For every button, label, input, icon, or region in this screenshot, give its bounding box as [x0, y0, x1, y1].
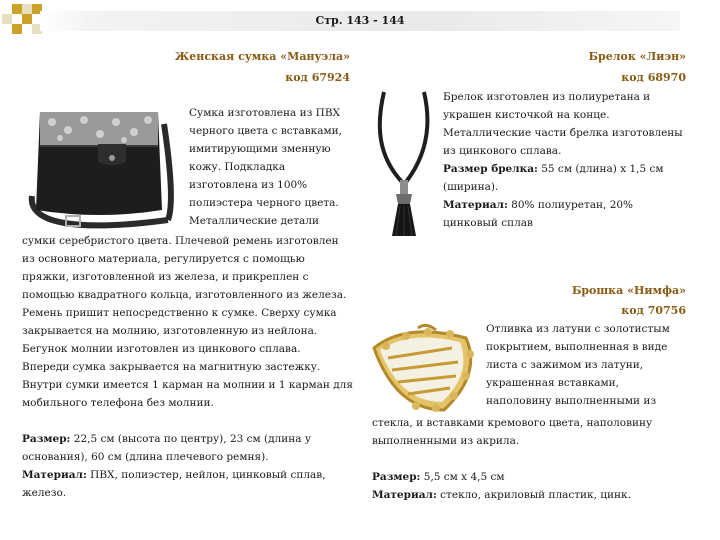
bag-description-right	[189, 104, 342, 230]
keychain-description	[443, 88, 683, 232]
material-label: Материал:	[22, 469, 87, 481]
text-line: железо.	[22, 487, 67, 499]
size-value: 55 см (длина) х 1,5 см	[541, 163, 664, 175]
size-label: Размер брелка:	[443, 163, 538, 175]
size-value: 5,5 см х 4,5 см	[423, 471, 505, 483]
text-line: основания), 60 см (длина плечевого ремня).	[22, 451, 269, 463]
text-line: Металлические части брелка изготовлены	[443, 127, 683, 139]
text-line: полиэстера черного цвета.	[189, 197, 339, 209]
text-line: из основного материала, регулируется с помощью	[22, 253, 305, 265]
text-line: кожу. Подкладка	[189, 161, 286, 173]
brooch-description-right	[486, 320, 670, 410]
material-label: Материал:	[443, 199, 508, 211]
bag-photo	[18, 104, 178, 236]
size-label: Размер:	[22, 433, 71, 445]
text-line: Впереди сумка закрывается на магнитную застежку.	[22, 361, 321, 373]
brooch-title: Брошка «Нимфа»	[571, 284, 686, 297]
keychain-size-line	[443, 160, 683, 178]
brooch-material-line	[372, 486, 652, 504]
text-line: из цинкового сплава.	[443, 145, 562, 157]
text-line: Бегунок молнии изготовлен из цинкового сплава.	[22, 343, 301, 355]
keychain-code: код 68970	[621, 71, 686, 84]
text-line: листа с зажимом из латуни,	[486, 359, 644, 371]
text-line: помощью квадратного кольца, изготовленного из железа.	[22, 289, 347, 301]
text-line: наполовину выполненными из	[486, 395, 657, 407]
text-line: стекла, и вставками кремового цвета, наполовину	[372, 417, 653, 429]
text-line: украшен кисточкой на конце.	[443, 109, 610, 121]
brooch-size-line	[372, 468, 652, 486]
bag-size-line	[22, 430, 353, 448]
text-line: Брелок изготовлен из полиуретана и	[443, 91, 651, 103]
brooch-photo	[366, 318, 480, 416]
brooch-code: код 70756	[621, 304, 686, 317]
text-line: украшенная вставками,	[486, 377, 620, 389]
material-label: Материал:	[372, 489, 437, 501]
text-line: Сумка изготовлена из ПВХ	[189, 107, 341, 119]
material-value: 80% полиуретан, 20%	[511, 199, 634, 211]
brooch-description-full	[372, 414, 652, 504]
keychain-title: Брелок «Лиэн»	[588, 50, 686, 63]
text-line: Внутри сумки имеется 1 карман на молнии и 1 карман для	[22, 379, 353, 391]
keychain-photo	[372, 86, 438, 238]
size-label: Размер:	[372, 471, 421, 483]
text-line: черного цвета с вставками,	[189, 125, 342, 137]
bag-description-full	[22, 232, 353, 502]
size-value: 22,5 см (высота по центру), 23 см (длина у	[73, 433, 312, 445]
text-line: мобильного телефона без молнии.	[22, 397, 214, 409]
text-line: Металлические детали	[189, 215, 319, 227]
text-line: пряжки, изготовленной из железа, и прикреплен с	[22, 271, 309, 283]
text-line: покрытием, выполненная в виде	[486, 341, 668, 353]
text-line: сумки серебристого цвета. Плечевой ремень изготовлен	[22, 235, 339, 247]
text-line: изготовлена из 100%	[189, 179, 308, 191]
page-header: Стр. 143 - 144	[315, 14, 405, 27]
text-line: выполненными из акрила.	[372, 435, 520, 447]
text-line: Ремень пришит непосредственно к сумке. Сверху сумка	[22, 307, 337, 319]
bag-material-line	[22, 466, 353, 484]
bag-code: код 67924	[285, 71, 350, 84]
text-line: (ширина).	[443, 181, 499, 193]
text-line: закрывается на молнию, изготовленную из нейлона.	[22, 325, 318, 337]
keychain-material-line	[443, 196, 683, 214]
text-line: имитирующими зменную	[189, 143, 331, 155]
material-value: ПВХ, полиэстер, нейлон, цинковый сплав,	[90, 469, 326, 481]
text-line: Отливка из латуни с золотистым	[486, 323, 670, 335]
text-line: цинковый сплав	[443, 217, 533, 229]
bag-title: Женская сумка «Мануэла»	[174, 50, 350, 63]
material-value: стекло, акриловый пластик, цинк.	[440, 489, 631, 501]
